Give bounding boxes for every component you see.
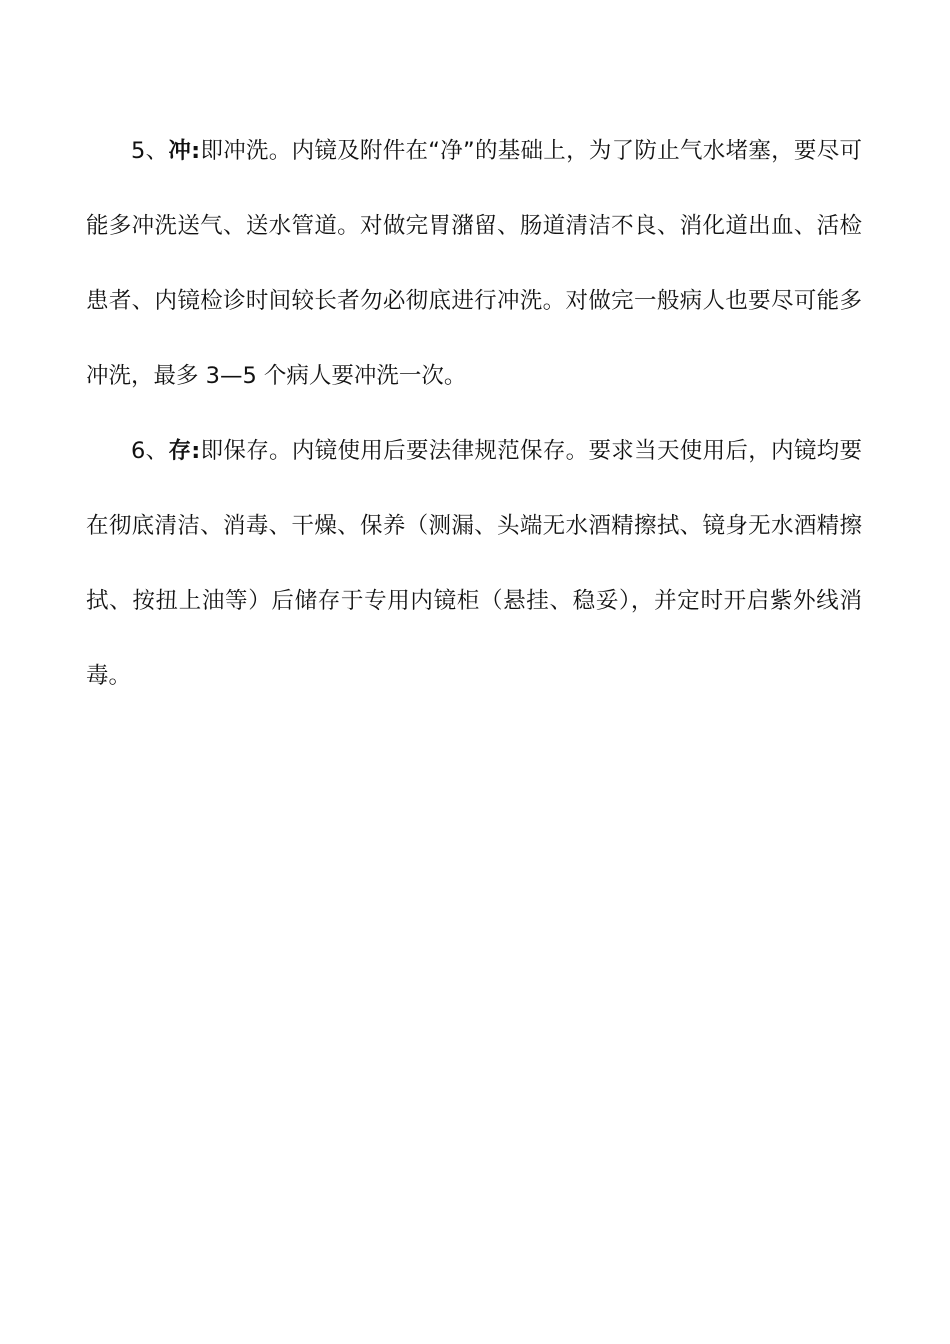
paragraph-number: 6、: [131, 438, 169, 464]
paragraph-flush: [86, 114, 862, 414]
paragraph-storage: [86, 414, 862, 714]
paragraph-term: 冲:: [168, 138, 201, 164]
paragraph-body: 即冲洗。内镜及附件在“净”的基础上，为了防止气水堵塞，要尽可能多冲洗送气、送水管道。对做完胃潴留、肠道清洁不良、消化道出血、活检患者、内镜检诊时间较长者勿必彻底进行冲洗。对做完一般病人也要尽可能多冲洗，最多 3—5 个病人要冲洗一次。: [86, 138, 862, 389]
paragraph-term: 存:: [168, 438, 201, 464]
paragraph-body: 即保存。内镜使用后要法律规范保存。要求当天使用后，内镜均要在彻底清洁、消毒、干燥、保养（测漏、头端无水酒精擦拭、镜身无水酒精擦拭、按扭上油等）后储存于专用内镜柜（悬挂、稳妥），并定时开启紫外线消毒。: [86, 438, 862, 689]
paragraph-number: 5、: [131, 138, 169, 164]
